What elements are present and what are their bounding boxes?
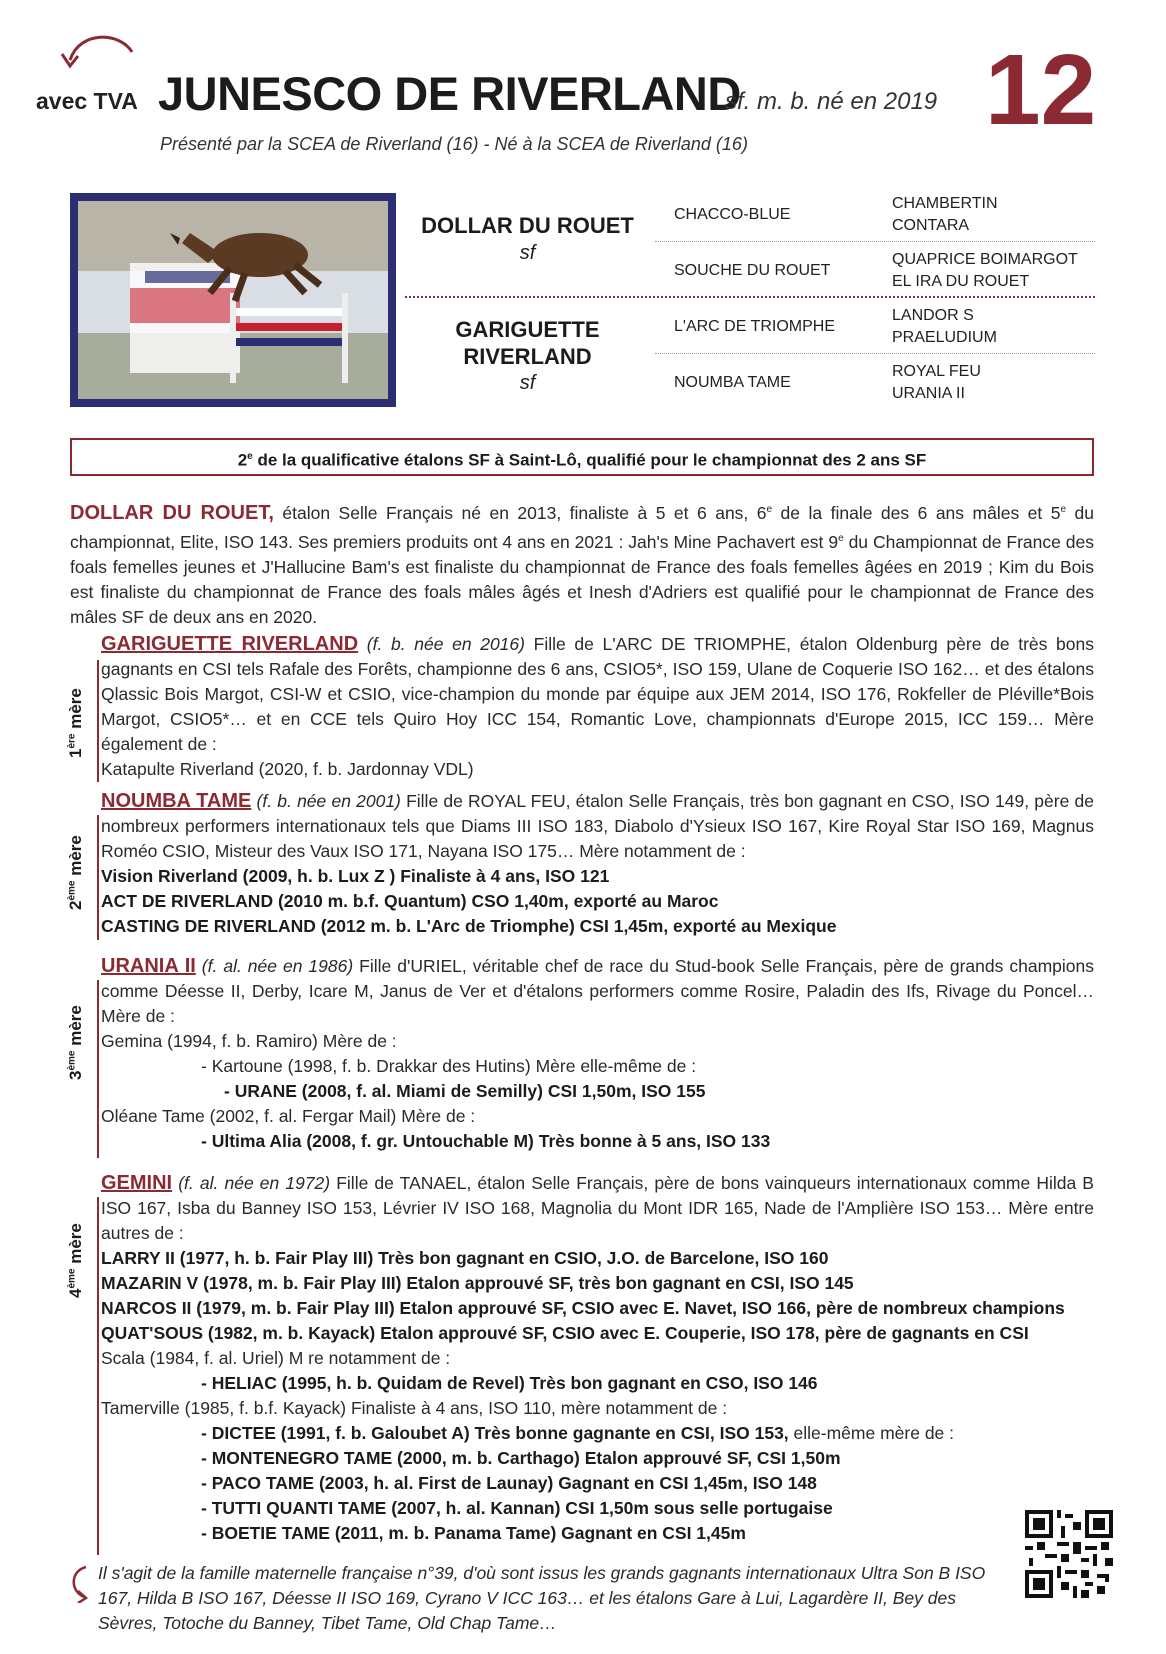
ggp-5: LANDOR S (892, 307, 974, 324)
pedigree-divider (655, 241, 1095, 242)
dam3-offspring: - URANE (2008, f. al. Miami de Semilly) CSI 1,50m, ISO 155 (224, 1081, 706, 1101)
dam4-offspring: - TUTTI QUANTI TAME (2007, h. al. Kannan) CSI 1,50m sous selle portugaise (201, 1498, 833, 1518)
dam3-offspring: Oléane Tame (2002, f. al. Fergar Mail) Mère de : (101, 1106, 476, 1126)
maternal-family-note: Il s'agit de la famille maternelle française n°39, d'où sont issus les grands gagnants internationaux Ultra Son B ISO 167, Hilda B ISO 167, Déesse II ISO 169, Cyrano V ICC 163… et les étalons Gare à Lui, Lagardère II, Bey des Sèvres, Totoche du Banney, Tibet Tame, Old Chap Tame… (98, 1563, 986, 1633)
dam4-offspring: - DICTEE (1991, f. b. Galoubet A) Très bonne gagnante en CSI, ISO 153, elle-même mère de : (201, 1423, 955, 1443)
ggp-3: QUAPRICE BOIMARGOT (892, 251, 1078, 268)
dam1-offspring: Katapulte Riverland (2020, f. b. Jardonnay VDL) (101, 759, 474, 779)
horse-photo (70, 193, 396, 407)
dam4-offspring: Tamerville (1985, f. b.f. Kayack) Finaliste à 4 ans, ISO 110, mère notamment de : (101, 1398, 728, 1418)
dam2-offspring: CASTING DE RIVERLAND (2012 m. b. L'Arc de Triomphe) CSI 1,45m, exporté au Mexique (101, 916, 837, 936)
qualification-box: 2e de la qualificative étalons SF à Saint-Lô, qualifié pour le championnat des 2 ans SF (70, 438, 1094, 476)
presented-by: Présenté par la SCEA de Riverland (16) - Né à la SCEA de Riverland (16) (160, 134, 748, 154)
ggp-4: EL IRA DU ROUET (892, 273, 1030, 290)
dam1-bar (97, 660, 99, 782)
dam2-bar (97, 815, 99, 940)
dam3-offspring: Gemina (1994, f. b. Ramiro) Mère de : (101, 1031, 397, 1051)
dam4-bar (97, 1197, 99, 1555)
dam4-offspring: - PACO TAME (2003, h. al. First de Launay) Gagnant en CSI 1,45m, ISO 148 (201, 1473, 817, 1493)
sire-dam: SOUCHE DU ROUET (674, 262, 831, 279)
dam4-offspring: Scala (1984, f. al. Uriel) M re notamment de : (101, 1348, 451, 1368)
dam4-offspring: LARRY II (1977, h. b. Fair Play III) Très bon gagnant en CSIO, J.O. de Barcelone, ISO 160 (101, 1248, 829, 1268)
dam4-offspring: QUAT'SOUS (1982, m. b. Kayack) Etalon approuvé SF, CSIO avec E. Couperie, ISO 178, père de gagnants en CSI (101, 1323, 1029, 1343)
dam2-label: 2ème mère (66, 835, 85, 910)
sire-description: DOLLAR DU ROUET, étalon Selle Français né en 2013, finaliste à 5 et 6 ans, 6e de la finale des 6 ans mâles et 5e du championnat, Elite, ISO 143. Ses premiers produits ont 4 ans en 2021 : Jah's Mine Pachavert est 9e du Championnat de France des foals femelles jeunes et J'Hallucine Bam's est finaliste du championnat de France des foals femelles âgées en 2019 ; Kim du Bois est finaliste du championnat de France des foals mâles âgés et Inesh d'Adriers est qualifié pour le championnat de France des mâles SF de deux ans en 2020. (70, 501, 1095, 627)
dam4-offspring: - HELIAC (1995, h. b. Quidam de Revel) Très bon gagnant en CSO, ISO 146 (201, 1373, 818, 1393)
dam3-bar (97, 980, 99, 1158)
curved-arrow-icon (60, 30, 140, 82)
horse-description: sf. m. b. né en 2019 (725, 88, 938, 115)
qr-code-icon[interactable] (1025, 1510, 1113, 1598)
dam-dam: NOUMBA TAME (674, 374, 791, 391)
dam2-description: NOUMBA TAME (f. b. née en 2001) Fille de ROYAL FEU, étalon Selle Français, très bon gagnant en CSO, ISO 149, père de nombreux performers internationaux tels que Diams III ISO 183, Diabolo d'Ysieux ISO 167, Kire Royal Star ISO 169, Magnus Roméo CSIO, Misteur des Vaux ISO 171, Nayana ISO 175… Mère notamment de : (101, 790, 1094, 861)
ggp-8: URANIA II (892, 385, 965, 402)
dam-breed: sf (519, 372, 536, 394)
sire-name: DOLLAR DU ROUET (421, 213, 634, 238)
dam4-label: 4ème mère (66, 1223, 85, 1298)
dam4-description: GEMINI (f. al. née en 1972) Fille de TANAEL, étalon Selle Français, père de bons vainqueurs internationaux comme Hilda B ISO 167, Isba du Banney ISO 153, Lévrier IV ISO 168, Magnolia du Mont IDR 165, Nade de l'Amplière ISO 153… Mère entre autres de : (101, 1172, 1094, 1243)
dam2-offspring: Vision Riverland (2009, h. b. Lux Z ) Finaliste à 4 ans, ISO 121 (101, 866, 610, 886)
dam1-label: 1ère mère (66, 688, 85, 758)
dam4-offspring: - MONTENEGRO TAME (2000, m. b. Carthago) Etalon approuvé SF, CSI 1,50m (201, 1448, 841, 1468)
ggp-2: CONTARA (892, 217, 970, 234)
lot-number: 12 (985, 34, 1097, 146)
dam4-offspring: - BOETIE TAME (2011, m. b. Panama Tame) Gagnant en CSI 1,45m (201, 1523, 746, 1543)
dam-sire: L'ARC DE TRIOMPHE (674, 318, 836, 335)
curved-arrow-icon (66, 1563, 94, 1603)
pedigree-divider (655, 353, 1095, 354)
dam4-offspring: MAZARIN V (1978, m. b. Fair Play III) Etalon approuvé SF, très bon gagnant en CSI, ISO 145 (101, 1273, 854, 1293)
horse-name: JUNESCO DE RIVERLAND (158, 67, 741, 120)
dam3-description: URANIA II (f. al. née en 1986) Fille d'URIEL, véritable chef de race du Stud-book Selle Français, père de grands champions comme Déesse II, Derby, Icare M, Janus de Ver et d'étalons performers comme Rosire, Paladin des Ifs, Rivage du Poncel… Mère de : (101, 955, 1094, 1026)
sire-sire: CHACCO-BLUE (674, 206, 791, 223)
dam3-label: 3ème mère (66, 1005, 85, 1080)
pedigree-divider (405, 296, 1095, 298)
dam-name-line1: GARIGUETTE (455, 317, 600, 342)
dam3-offspring: - Ultima Alia (2008, f. gr. Untouchable M) Très bonne à 5 ans, ISO 133 (201, 1131, 771, 1151)
ggp-1: CHAMBERTIN (892, 195, 998, 212)
dam1-description: GARIGUETTE RIVERLAND (f. b. née en 2016) Fille de L'ARC DE TRIOMPHE, étalon Oldenburg père de très bons gagnants en CSI tels Rafale des Forêts, championne des 6 ans, CSIO5*, ISO 159, Ulane de Coquerie ISO 162… et des étalons Qlassic Bois Margot, CSI-W et CSIO, vice-champion du monde par équipe aux JEM 2014, ISO 176, Rokfeller de Pléville*Bois Margot, CSIO5*… et en CCE tels Quiro Hoy ICC 154, Romantic Love, championnats d'Europe 2015, ICC 159… Mère également de : (101, 633, 1094, 754)
dam3-offspring: - Kartoune (1998, f. b. Drakkar des Hutins) Mère elle-même de : (201, 1056, 697, 1076)
tva-label: avec TVA (36, 88, 138, 114)
dam-name-line2: RIVERLAND (463, 344, 592, 369)
ggp-7: ROYAL FEU (892, 363, 981, 380)
sire-breed: sf (519, 242, 536, 264)
ggp-6: PRAELUDIUM (892, 329, 997, 346)
dam4-offspring: NARCOS II (1979, m. b. Fair Play III) Etalon approuvé SF, CSIO avec E. Navet, ISO 166, père de nombreux champions (101, 1298, 1065, 1318)
dam2-offspring: ACT DE RIVERLAND (2010 m. b.f. Quantum) CSO 1,40m, exporté au Maroc (101, 891, 719, 911)
